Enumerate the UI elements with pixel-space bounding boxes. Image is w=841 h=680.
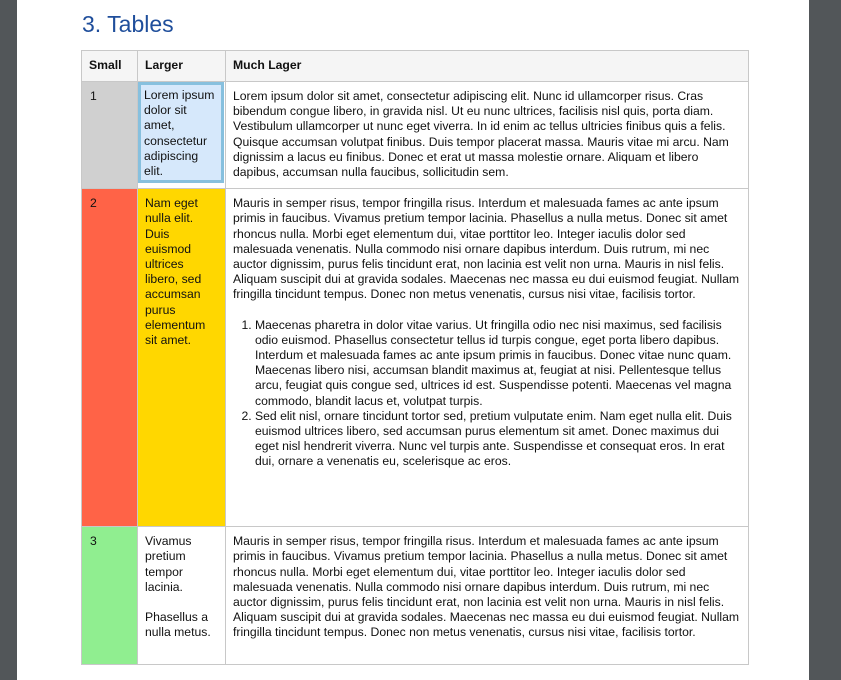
cell-small: 2 <box>82 189 138 527</box>
column-header-small: Small <box>82 51 138 82</box>
list-item: 2. Sed elit nisl, ornare tincidunt tortor sed, pretium vulputate enim. Nam eget nulla elit. Duis euismod ultrices libero, sed accumsan purus elementum sit amet. Donec maximus dui eget nisl hendrerit viverra. Nunc vel turpis ante. Suspendisse et consequat eros. In erat dui, ornare a venenatis eu, scelerisque ac eros. <box>255 409 741 470</box>
cell-larger: Nam eget nulla elit. Duis euismod ultrices libero, sed accumsan purus elementum sit amet. <box>138 189 226 527</box>
viewer-background-right <box>809 0 841 680</box>
numbered-list <box>233 318 741 470</box>
cell-much-lager <box>226 189 749 527</box>
table-header-row <box>82 51 749 82</box>
table-row <box>82 189 749 527</box>
cell-small: 3 <box>82 527 138 665</box>
table-row <box>82 82 749 189</box>
section-title: 3. Tables <box>82 11 174 37</box>
paragraph: Phasellus a nulla metus. <box>145 610 211 640</box>
viewer-background-left <box>0 0 17 680</box>
cell-much-lager: Mauris in semper risus, tempor fringilla risus. Interdum et malesuada fames ac ante ipsum primis in faucibus. Vivamus pretium tempor lacinia. Phasellus a nulla metus. Donec sit amet rhoncus nulla. Morbi eget elementum dui, vitae porttitor leo. Integer iaculis dolor sed malesuada venenatis. Nulla commodo nisi ornare dapibus interdum. Duis rutrum, mi nec auctor dignissim, purus felis tincidunt erat, non lacinia est velit non urna. Mauris in nisl felis. Aliquam suscipit dui at gravida sodales. Maecenas nec massa eu dui euismod feugiat. Nullam fringilla tincidunt tempus. Donec non metus venenatis, cursus nisi vitae, facilisis tortor. <box>226 527 749 665</box>
cell-larger <box>138 82 226 189</box>
selected-text-highlight[interactable]: Lorem ipsum dolor sit amet, consectetur adipiscing elit. <box>141 85 221 180</box>
cell-small: 1 <box>82 82 138 189</box>
cell-larger <box>138 527 226 665</box>
table-row <box>82 527 749 665</box>
list-item: 1. Maecenas pharetra in dolor vitae varius. Ut fringilla odio nec nisi maximus, sed facilisis odio euismod. Phasellus consectetur tellus id turpis congue, eget porta libero dapibus. Interdum et malesuada fames ac ante ipsum primis in faucibus. Donec vitae nunc quam. Maecenas libero nisi, accumsan blandit maximus at, feugiat at nisi. Pellentesque tellus arcu, feugiat quis congue sed, ultrices id est. Suspendisse potenti. Maecenas vel magna commodo, blandit lacus et, volutpat turpis. <box>255 318 741 409</box>
column-header-much-lager: Much Lager <box>226 51 749 82</box>
cell-much-lager: Lorem ipsum dolor sit amet, consectetur adipiscing elit. Nunc id ullamcorper risus. Cras bibendum congue libero, in gravida nisl. Ut eu nunc ultrices, facilisis nisl quis, porta diam. Vestibulum ullamcorper ut nunc eget viverra. In id enim ac tellus ultricies finibus quis a felis. Quisque accumsan volutpat finibus. Duis tempor placerat massa. Mauris vitae mi arcu. Nam dignissim a lacus eu finibus. Donec et erat ut massa molestie ornare. Aliquam et libero dapibus, accumsan nulla faucibus, sollicitudin sem. <box>226 82 749 189</box>
data-table <box>81 50 749 665</box>
column-header-larger: Larger <box>138 51 226 82</box>
document-page <box>17 0 809 680</box>
paragraph: Vivamus pretium tempor lacinia. <box>145 534 192 594</box>
paragraph: Mauris in semper risus, tempor fringilla risus. Interdum et malesuada fames ac ante ipsum primis in faucibus. Vivamus pretium tempor lacinia. Phasellus a nulla metus. Donec sit amet rhoncus nulla. Morbi eget elementum dui, vitae porttitor leo. Integer iaculis dolor sed malesuada venenatis. Nulla commodo nisi ornare dapibus interdum. Duis rutrum, mi nec auctor dignissim, purus felis tincidunt erat, non lacinia est velit non urna. Mauris in nisl felis. Aliquam suscipit dui at gravida sodales. Maecenas nec massa eu dui euismod feugiat. Nullam fringilla tincidunt tempus. Donec non metus venenatis, cursus nisi vitae, facilisis tortor. <box>233 196 740 302</box>
